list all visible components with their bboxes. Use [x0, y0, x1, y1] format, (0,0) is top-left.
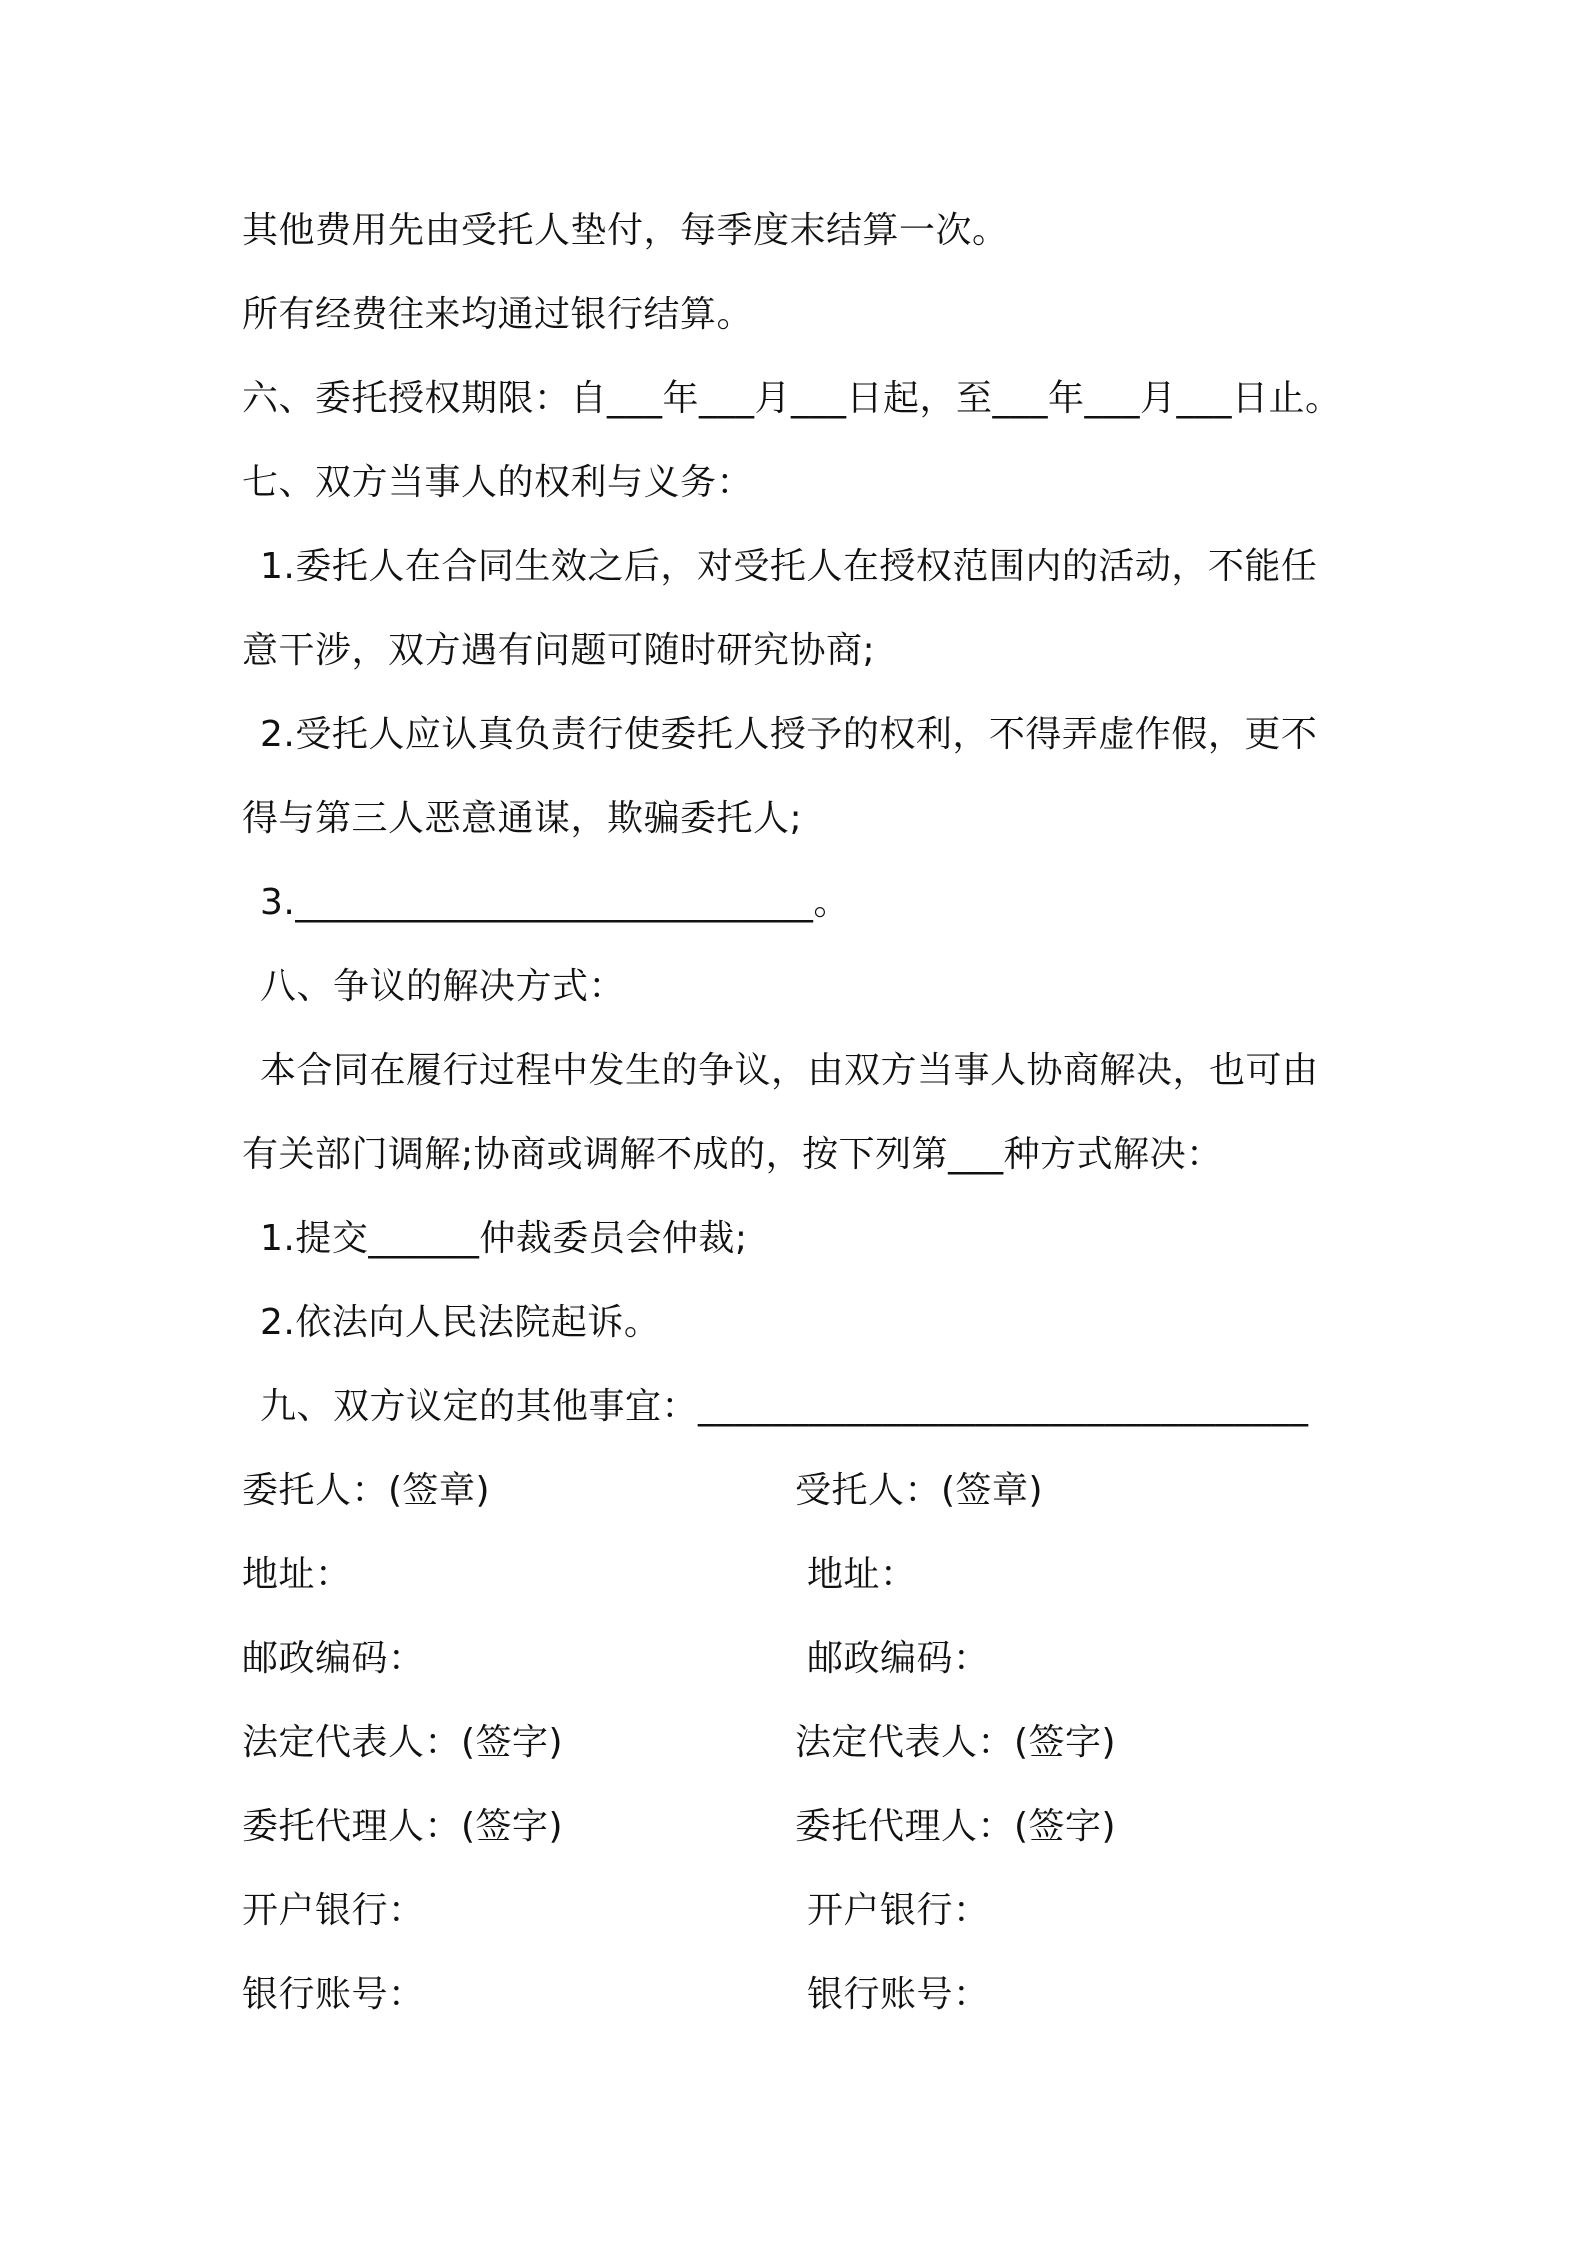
principal-postcode-label: 邮政编码：: [242, 1638, 425, 1679]
section-7-item-2b: 得与第三人恶意通谋，欺骗委托人;: [242, 798, 803, 839]
agent-account-label: 银行账号：: [807, 1974, 990, 2015]
body-line-1: 其他费用先由受托人垫付，每季度末结算一次。: [242, 210, 1009, 251]
section-8-body-b: 有关部门调解;协商或调解不成的，按下列第___种方式解决：: [242, 1134, 1223, 1175]
principal-bank-label: 开户银行：: [242, 1890, 425, 1931]
section-8-option-2: 2.依法向人民法院起诉。: [260, 1302, 661, 1343]
section-7-heading: 七、双方当事人的权利与义务：: [242, 462, 754, 503]
section-7-item-1b: 意干涉，双方遇有问题可随时研究协商;: [242, 630, 876, 671]
section-6-term: 六、委托授权期限：自___年___月___日起，至___年___月___日止。: [242, 378, 1342, 419]
section-8-body-a: 本合同在履行过程中发生的争议，由双方当事人协商解决，也可由: [260, 1050, 1319, 1091]
agent-bank-label: 开户银行：: [807, 1890, 990, 1931]
principal-legal-rep-label: 法定代表人：(签字): [242, 1722, 564, 1763]
principal-account-label: 银行账号：: [242, 1974, 425, 2015]
agent-legal-rep-label: 法定代表人：(签字): [795, 1722, 1117, 1763]
principal-address-label: 地址：: [242, 1554, 352, 1595]
agent-seal-label: 受托人：(签章): [795, 1470, 1044, 1511]
section-7-item-1a: 1.委托人在合同生效之后，对受托人在授权范围内的活动，不能任: [260, 546, 1318, 587]
agent-address-label: 地址：: [807, 1554, 917, 1595]
section-7-item-3: 3.____________________________。: [260, 882, 850, 923]
section-7-item-2a: 2.受托人应认真负责行使委托人授予的权利，不得弄虚作假，更不: [260, 714, 1318, 755]
section-9-other-matters: 九、双方议定的其他事宜：_________________________________: [260, 1386, 1309, 1427]
section-8-option-1: 1.提交______仲裁委员会仲裁;: [260, 1218, 748, 1259]
agent-postcode-label: 邮政编码：: [807, 1638, 990, 1679]
agent-agent-label: 委托代理人：(签字): [795, 1806, 1117, 1847]
principal-agent-label: 委托代理人：(签字): [242, 1806, 564, 1847]
principal-seal-label: 委托人：(签章): [242, 1470, 491, 1511]
section-8-heading: 八、争议的解决方式：: [260, 966, 626, 1007]
body-line-2: 所有经费往来均通过银行结算。: [242, 294, 754, 335]
